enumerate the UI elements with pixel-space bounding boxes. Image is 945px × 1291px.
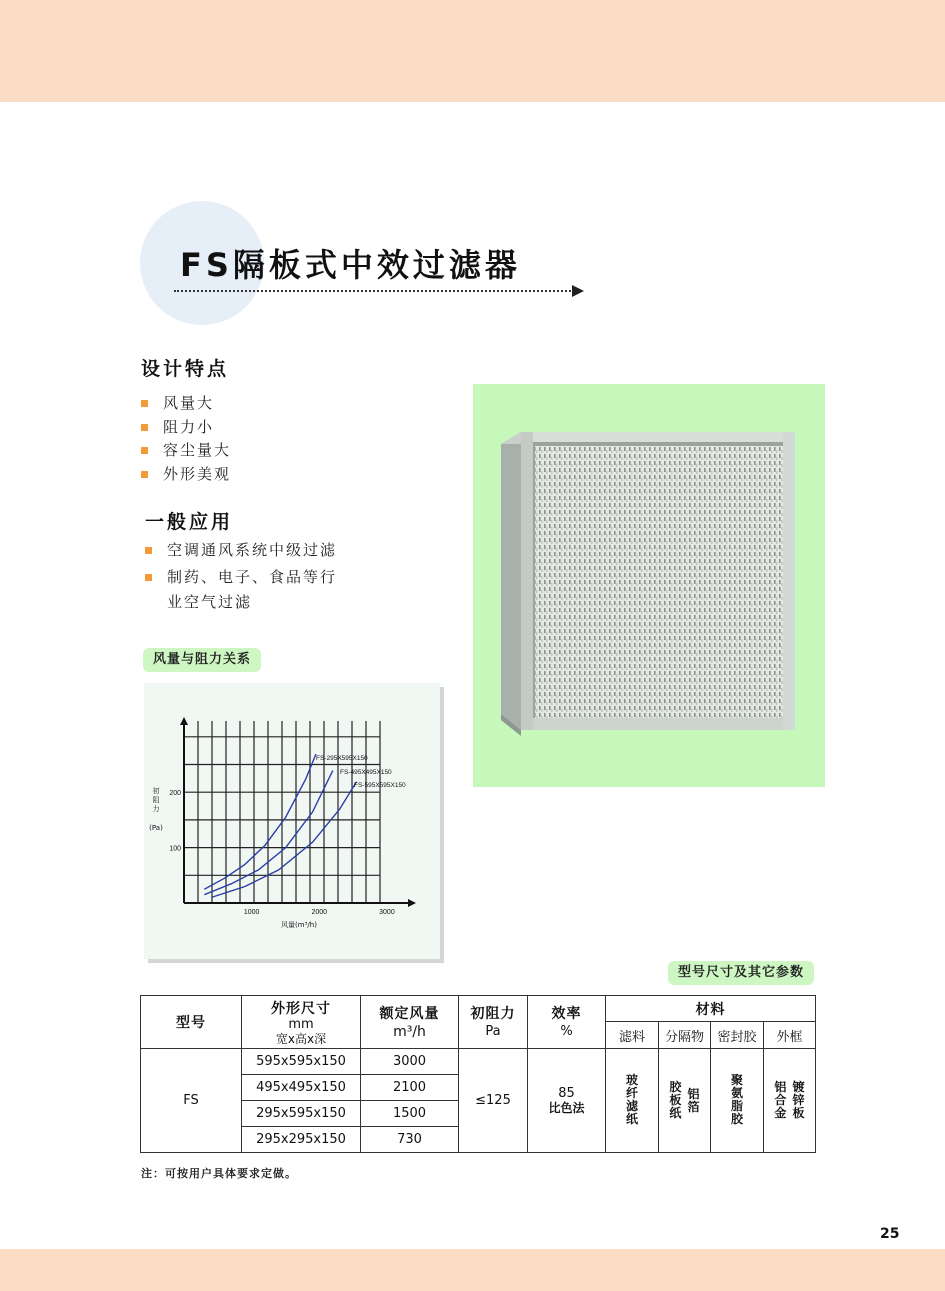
filter-illustration xyxy=(473,384,825,787)
features-list xyxy=(141,392,441,486)
application-item: 空调通风系统中级过滤 xyxy=(145,538,345,563)
page-title: FS隔板式中效过滤器 xyxy=(180,246,521,284)
y-axis-label-char: 初 xyxy=(152,787,160,795)
table-row xyxy=(141,1049,816,1075)
airflow-resistance-chart xyxy=(144,683,440,959)
cell-filter-media: 玻纤滤纸 xyxy=(606,1049,659,1153)
header-model: 型号 xyxy=(141,996,242,1049)
y-tick-label: 200 xyxy=(169,790,181,798)
cell-airflow: 1500 xyxy=(361,1101,459,1127)
header-sealant: 密封胶 xyxy=(711,1022,764,1049)
feature-item: 阻力小 xyxy=(141,416,441,440)
table-tag: 型号尺寸及其它参数 xyxy=(668,961,814,985)
header-size: 外形尺寸 mm 宽x高x深 xyxy=(242,996,361,1049)
y-axis-label-char: 阻 xyxy=(152,796,160,804)
series-label: FS-295X595X150 xyxy=(316,755,368,762)
bullet-square-icon xyxy=(141,400,148,407)
bottom-decor-band xyxy=(0,1249,945,1291)
bullet-square-icon xyxy=(141,447,148,454)
arrow-right-icon xyxy=(572,285,584,297)
cell-model: FS xyxy=(141,1049,242,1153)
parameters-table xyxy=(140,995,816,1153)
footnote: 注：可按用户具体要求定做。 xyxy=(141,1167,297,1180)
bullet-square-icon xyxy=(141,424,148,431)
cell-airflow: 730 xyxy=(361,1127,459,1153)
y-tick-label: 100 xyxy=(169,845,181,853)
cell-sealant: 聚氨脂胶 xyxy=(711,1049,764,1153)
cell-efficiency: 85 比色法 xyxy=(528,1049,606,1153)
header-efficiency: 效率 % xyxy=(528,996,606,1049)
cell-airflow: 3000 xyxy=(361,1049,459,1075)
header-airflow: 额定风量 m³/h xyxy=(361,996,459,1049)
application-item: 制药、电子、食品等行业空气过滤 xyxy=(145,565,345,615)
page-number: 25 xyxy=(880,1226,900,1242)
cell-size: 295x595x150 xyxy=(242,1101,361,1127)
cell-size: 295x295x150 xyxy=(242,1127,361,1153)
x-tick-label: 2000 xyxy=(311,909,328,916)
chart-tag: 风量与阻力关系 xyxy=(143,648,261,672)
chart-panel xyxy=(144,683,440,959)
product-photo xyxy=(473,384,825,787)
applications-heading: 一般应用 xyxy=(145,511,234,533)
series-line xyxy=(211,782,356,898)
title-dotted-line xyxy=(174,290,574,292)
cell-size: 595x595x150 xyxy=(242,1049,361,1075)
feature-item: 风量大 xyxy=(141,392,441,416)
cell-size: 495x495x150 xyxy=(242,1075,361,1101)
x-axis-label: 风量(m³/h) xyxy=(281,921,317,929)
features-heading: 设计特点 xyxy=(141,358,230,380)
cell-airflow: 2100 xyxy=(361,1075,459,1101)
bullet-square-icon xyxy=(145,574,152,581)
applications-list xyxy=(145,538,345,617)
bullet-square-icon xyxy=(141,471,148,478)
y-axis-arrow-icon xyxy=(180,717,188,725)
header-materials: 材料 xyxy=(606,996,816,1022)
feature-item: 外形美观 xyxy=(141,463,441,487)
y-axis-label-char: 力 xyxy=(152,805,160,813)
header-frame: 外框 xyxy=(764,1022,816,1049)
cell-resistance: ≤125 xyxy=(459,1049,528,1153)
top-decor-band xyxy=(0,0,945,102)
header-separator: 分隔物 xyxy=(659,1022,711,1049)
x-tick-label: 1000 xyxy=(243,909,260,916)
y-axis-label-unit: (Pa) xyxy=(149,824,163,832)
x-axis-arrow-icon xyxy=(408,899,416,907)
header-resistance: 初阻力 Pa xyxy=(459,996,528,1049)
header-filter-media: 滤料 xyxy=(606,1022,659,1049)
series-label: FS-595X595X150 xyxy=(354,782,406,789)
feature-item: 容尘量大 xyxy=(141,439,441,463)
bullet-square-icon xyxy=(145,547,152,554)
cell-separator: 胶板纸 铝箔 xyxy=(659,1049,711,1153)
cell-frame: 铝合金 镀锌板 xyxy=(764,1049,816,1153)
series-label: FS-495X495X150 xyxy=(340,769,392,776)
x-tick-label: 3000 xyxy=(379,909,395,916)
